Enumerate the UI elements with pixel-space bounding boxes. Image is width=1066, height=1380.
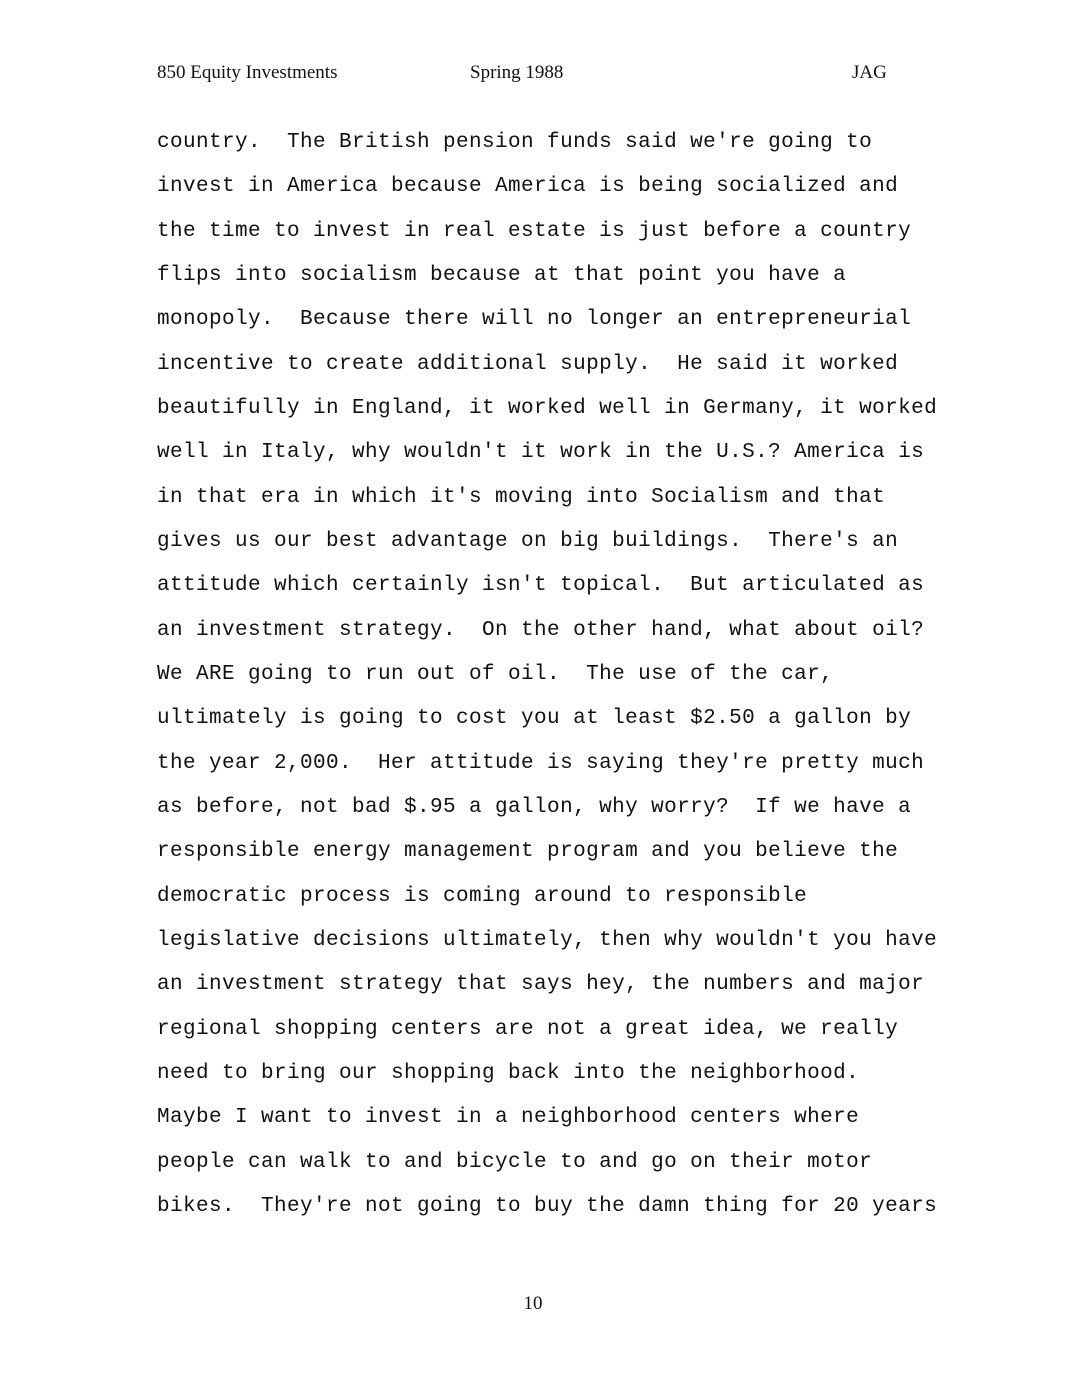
text-line: an investment strategy. On the other hand, what about oil? bbox=[157, 618, 925, 642]
text-line: country. The British pension funds said we're going to bbox=[157, 131, 873, 154]
text-line: need to bring our shopping back into the neighborhood. bbox=[157, 1061, 860, 1085]
header-initials: JAG bbox=[852, 62, 887, 83]
text-line: ultimately is going to cost you at least $2.50 a gallon by bbox=[157, 707, 912, 731]
text-line: beautifully in England, it worked well in Germany, it worked bbox=[157, 396, 938, 420]
text-line: invest in America because America is being socialized and bbox=[157, 175, 899, 199]
text-line: the time to invest in real estate is just before a country bbox=[157, 219, 912, 243]
text-line: attitude which certainly isn't topical. But articulated as bbox=[157, 574, 925, 598]
text-line: an investment strategy that says hey, the numbers and major bbox=[157, 973, 925, 997]
text-line: regional shopping centers are not a great idea, we really bbox=[157, 1017, 899, 1041]
text-line: democratic process is coming around to responsible bbox=[157, 884, 808, 908]
text-line: people can walk to and bicycle to and go on their motor bbox=[157, 1150, 873, 1174]
transcript-body bbox=[157, 121, 937, 1229]
page-header bbox=[0, 62, 1066, 92]
text-line: in that era in which it's moving into Socialism and that bbox=[157, 485, 886, 509]
page-number: 10 bbox=[523, 1293, 543, 1314]
text-line: well in Italy, why wouldn't it work in the U.S.? America is bbox=[157, 441, 925, 465]
text-line: incentive to create additional supply. He said it worked bbox=[157, 352, 899, 376]
text-line: the year 2,000. Her attitude is saying they're pretty much bbox=[157, 751, 925, 775]
text-line: as before, not bad $.95 a gallon, why worry? If we have a bbox=[157, 795, 912, 819]
header-course-title: 850 Equity Investments bbox=[157, 62, 338, 83]
text-line: gives us our best advantage on big buildings. There's an bbox=[157, 529, 899, 553]
header-term: Spring 1988 bbox=[470, 62, 564, 83]
text-line: flips into socialism because at that point you have a bbox=[157, 263, 847, 287]
text-line: responsible energy management program and you believe the bbox=[157, 840, 899, 864]
text-line: monopoly. Because there will no longer an entrepreneurial bbox=[157, 308, 912, 332]
text-line: We ARE going to run out of oil. The use of the car, bbox=[157, 662, 834, 686]
text-line: legislative decisions ultimately, then why wouldn't you have bbox=[157, 928, 938, 952]
text-line: bikes. They're not going to buy the damn thing for 20 years bbox=[157, 1194, 938, 1218]
text-line: Maybe I want to invest in a neighborhood centers where bbox=[157, 1106, 860, 1130]
